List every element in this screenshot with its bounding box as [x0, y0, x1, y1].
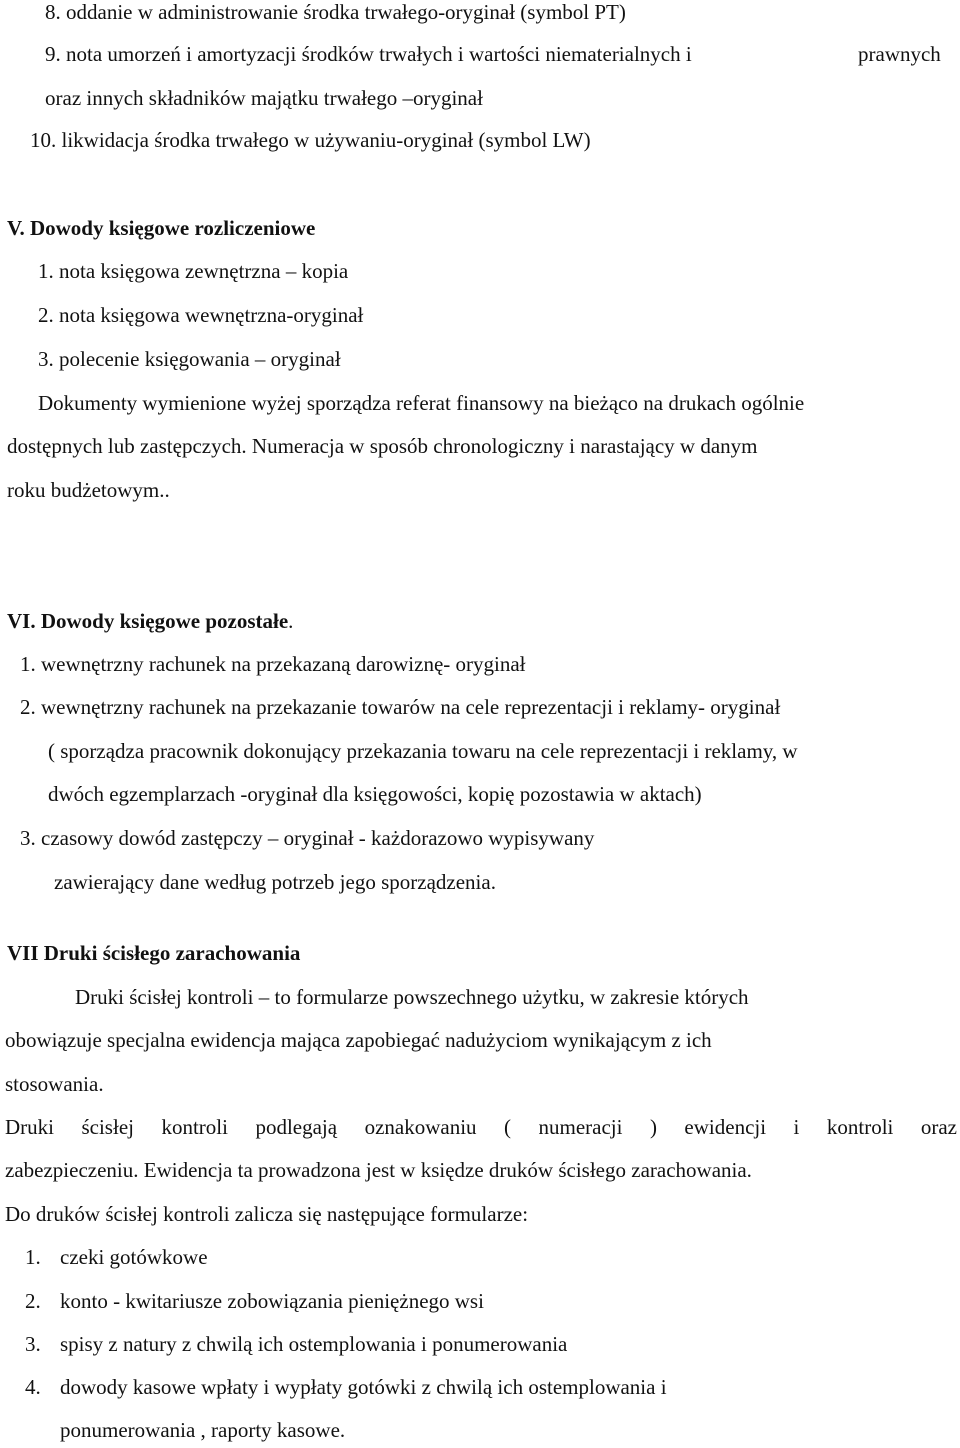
- list-item-9: 9. nota umorzeń i amortyzacji środków trwałych i wartości niematerialnych i: [45, 42, 692, 66]
- section-v-item-3: 3. polecenie księgowania – oryginał: [38, 347, 341, 371]
- forms-list-item-4: [25, 1373, 667, 1401]
- forms-list-item-4-continued: ponumerowania , raporty kasowe.: [60, 1418, 346, 1442]
- section-v-item-1: 1. nota księgowa zewnętrzna – kopia: [38, 259, 349, 283]
- forms-list-number: 2.: [25, 1289, 41, 1313]
- forms-list-number: 3.: [25, 1332, 41, 1356]
- section-v-paragraph-line-2: dostępnych lub zastępczych. Numeracja w sposób chronologiczny i narastający w danym: [7, 434, 758, 458]
- section-v-paragraph-line-1: Dokumenty wymienione wyżej sporządza referat finansowy na bieżąco na drukach ogólnie: [38, 391, 805, 415]
- section-vi-heading-text: VI. Dowody księgowe pozostałe: [7, 609, 289, 633]
- forms-list-text: konto - kwitariusze zobowiązania pieniężnego wsi: [60, 1289, 484, 1313]
- section-vii-para2-line-2: zabezpieczeniu. Ewidencja ta prowadzona jest w księdze druków ścisłego zarachowania.: [5, 1158, 752, 1182]
- forms-list-item-2: [25, 1287, 484, 1315]
- section-vi-heading: [7, 607, 293, 635]
- forms-list-text: czeki gotówkowe: [60, 1245, 208, 1269]
- section-vi-line-1: 1. wewnętrzny rachunek na przekazaną darowiznę- oryginał: [20, 652, 526, 676]
- section-vii-para1-line-2: obowiązuje specjalna ewidencja mająca zapobiegać nadużyciom wynikającym z ich: [5, 1028, 712, 1052]
- forms-list-item-1: [25, 1243, 208, 1271]
- forms-list-text: dowody kasowe wpłaty i wypłaty gotówki z chwilą ich ostemplowania i: [60, 1375, 667, 1399]
- section-vii-para2-line-3: Do druków ścisłej kontroli zalicza się następujące formularze:: [5, 1202, 529, 1226]
- section-vi-line-6: zawierający dane według potrzeb jego sporządzenia.: [54, 870, 496, 894]
- section-vi-line-2: 2. wewnętrzny rachunek na przekazanie towarów na cele reprezentacji i reklamy- oryginał: [20, 695, 781, 719]
- forms-list-number: 1.: [25, 1245, 41, 1269]
- section-vii-para1-line-1: Druki ścisłej kontroli – to formularze powszechnego użytku, w zakresie których: [75, 985, 749, 1009]
- section-vii-heading: VII Druki ścisłego zarachowania: [7, 941, 301, 965]
- forms-list-text: spisy z natury z chwilą ich ostemplowania i ponumerowania: [60, 1332, 568, 1356]
- section-vi-line-4: dwóch egzemplarzach -oryginał dla księgowości, kopię pozostawia w aktach): [48, 782, 702, 806]
- list-item-9-right: prawnych: [858, 42, 941, 66]
- section-v-heading: V. Dowody księgowe rozliczeniowe: [7, 216, 316, 240]
- section-vii-para1-line-3: stosowania.: [5, 1072, 104, 1096]
- section-v-item-2: 2. nota księgowa wewnętrzna-oryginał: [38, 303, 364, 327]
- section-vii-para2-line-1: Druki ścisłej kontroli podlegają oznakowaniu ( numeracji ) ewidencji i kontroli oraz: [5, 1115, 957, 1139]
- section-vi-line-5: 3. czasowy dowód zastępczy – oryginał - każdorazowo wypisywany: [20, 826, 595, 850]
- list-item-9-continued: oraz innych składników majątku trwałego –oryginał: [45, 86, 483, 110]
- forms-list-number: 4.: [25, 1375, 41, 1399]
- section-v-paragraph-line-3: roku budżetowym..: [7, 478, 170, 502]
- forms-list-item-3: [25, 1330, 567, 1358]
- section-vi-heading-dot: .: [288, 609, 294, 633]
- section-vi-line-3: ( sporządza pracownik dokonujący przekazania towaru na cele reprezentacji i reklamy, w: [48, 739, 798, 763]
- list-item-8: 8. oddanie w administrowanie środka trwałego-oryginał (symbol PT): [45, 0, 626, 24]
- list-item-10: 10. likwidacja środka trwałego w używaniu-oryginał (symbol LW): [30, 128, 591, 152]
